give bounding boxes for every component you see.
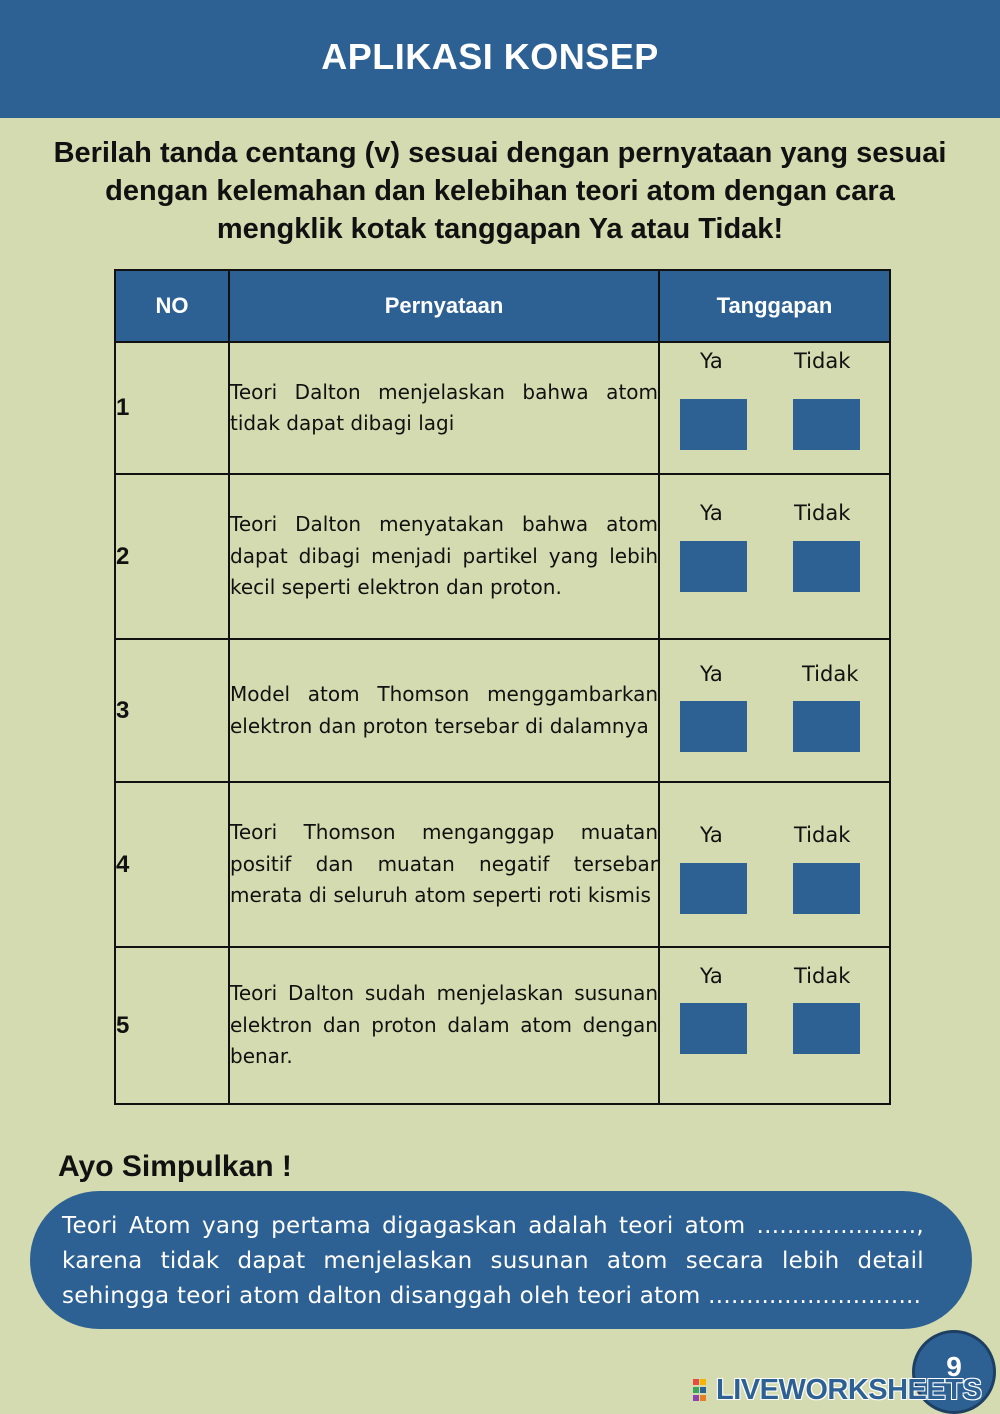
row-response bbox=[659, 342, 890, 474]
table-row bbox=[115, 342, 890, 474]
row-statement: Teori Dalton menyatakan bahwa atom dapat dibagi menjadi partikel yang lebih kecil seperti elektron dan proton. bbox=[229, 474, 659, 639]
row-statement: Teori Dalton sudah menjelaskan susunan elektron dan proton dalam atom dengan benar. bbox=[229, 947, 659, 1104]
no-label: Tidak bbox=[794, 964, 851, 988]
watermark bbox=[693, 1374, 981, 1407]
no-checkbox[interactable] bbox=[793, 541, 860, 592]
no-checkbox[interactable] bbox=[793, 701, 860, 752]
table-row bbox=[115, 947, 890, 1104]
page-title: APLIKASI KONSEP bbox=[321, 36, 659, 77]
header-no: NO bbox=[115, 270, 229, 342]
yes-label: Ya bbox=[700, 823, 723, 847]
yes-checkbox[interactable] bbox=[680, 863, 747, 914]
liveworksheets-logo-icon bbox=[693, 1379, 713, 1401]
table-row bbox=[115, 639, 890, 782]
row-number: 4 bbox=[115, 782, 229, 947]
row-number: 3 bbox=[115, 639, 229, 782]
yes-checkbox[interactable] bbox=[680, 1003, 747, 1054]
yes-label: Ya bbox=[700, 964, 723, 988]
header-banner bbox=[0, 0, 1000, 118]
no-checkbox[interactable] bbox=[793, 1003, 860, 1054]
yes-checkbox[interactable] bbox=[680, 399, 747, 450]
no-checkbox[interactable] bbox=[793, 399, 860, 450]
row-response bbox=[659, 639, 890, 782]
row-statement: Teori Thomson menganggap muatan positif dan muatan negatif tersebar merata di seluruh atom seperti roti kismis bbox=[229, 782, 659, 947]
no-label: Tidak bbox=[802, 662, 859, 686]
conclusion-box bbox=[30, 1191, 972, 1329]
row-number: 5 bbox=[115, 947, 229, 1104]
yes-label: Ya bbox=[700, 501, 723, 525]
conclusion-title: Ayo Simpulkan ! bbox=[58, 1150, 292, 1183]
no-label: Tidak bbox=[794, 823, 851, 847]
no-label: Tidak bbox=[794, 349, 851, 373]
table-header-row bbox=[115, 270, 890, 342]
table-row bbox=[115, 782, 890, 947]
conclusion-text: Teori Atom yang pertama digagaskan adalah teori atom ....................., karena tidak dapat menjelaskan susunan atom secara lebih detail sehingga teori atom dalton disanggah oleh teori atom ............................ bbox=[62, 1213, 924, 1309]
header-statement: Pernyataan bbox=[229, 270, 659, 342]
row-number: 1 bbox=[115, 342, 229, 474]
yes-label: Ya bbox=[700, 349, 723, 373]
yes-checkbox[interactable] bbox=[680, 701, 747, 752]
instruction-text: Berilah tanda centang (v) sesuai dengan pernyataan yang sesuai dengan kelemahan dan kelebihan teori atom dengan cara mengklik kotak tanggapan Ya atau Tidak! bbox=[53, 137, 947, 245]
page-number: 9 bbox=[946, 1351, 962, 1382]
quiz-table bbox=[114, 269, 891, 1105]
yes-label: Ya bbox=[700, 662, 723, 686]
no-label: Tidak bbox=[794, 501, 851, 525]
no-checkbox[interactable] bbox=[793, 863, 860, 914]
header-response: Tanggapan bbox=[659, 270, 890, 342]
row-statement: Teori Dalton menjelaskan bahwa atom tidak dapat dibagi lagi bbox=[229, 342, 659, 474]
row-response bbox=[659, 474, 890, 639]
row-response bbox=[659, 782, 890, 947]
row-number: 2 bbox=[115, 474, 229, 639]
row-response bbox=[659, 947, 890, 1104]
table-row bbox=[115, 474, 890, 639]
watermark-text: LIVEWORKSHEETS bbox=[716, 1374, 982, 1406]
yes-checkbox[interactable] bbox=[680, 541, 747, 592]
row-statement: Model atom Thomson menggambarkan elektron dan proton tersebar di dalamnya bbox=[229, 639, 659, 782]
